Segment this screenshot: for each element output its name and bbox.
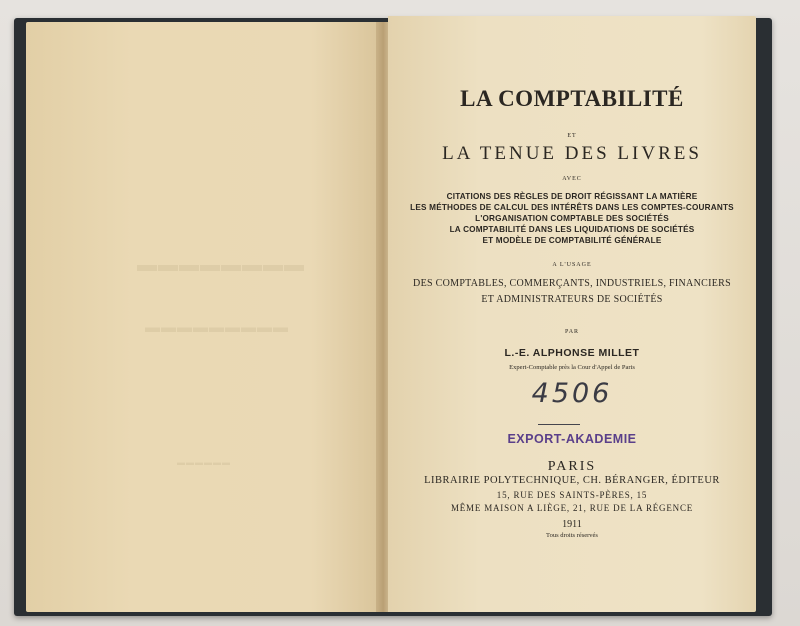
book-title: LA COMPTABILITÉ	[460, 86, 684, 111]
show-through-text: ▬▬▬▬▬▬▬▬▬	[144, 320, 288, 336]
contents-line: LA COMPTABILITÉ DANS LES LIQUIDATIONS DE SOCIÉTÉS	[449, 225, 695, 234]
publisher-name: LIBRAIRIE POLYTECHNIQUE, CH. BÉRANGER, ÉDITEUR	[424, 475, 720, 486]
show-through-text: ▬▬▬▬▬▬	[176, 458, 230, 467]
usage-label: A L'USAGE	[552, 262, 592, 268]
contents-line: L'ORGANISATION COMPTABLE DES SOCIÉTÉS	[475, 214, 669, 223]
contents-line: CITATIONS DES RÈGLES DE DROIT RÉGISSANT LA MATIÈRE	[446, 192, 698, 201]
publisher-address-liege: MÊME MAISON A LIÈGE, 21, RUE DE LA RÉGENCE	[450, 503, 694, 513]
avec-label: AVEC	[562, 176, 582, 182]
publication-year: 1911	[562, 519, 582, 530]
handwritten-underline	[538, 424, 580, 425]
publisher-address: 15, RUE DES SAINTS-PÈRES, 15	[496, 490, 648, 500]
handwritten-number: 4506	[531, 378, 613, 409]
conjunction: ET	[567, 133, 577, 139]
par-label: PAR	[564, 329, 580, 335]
title-page	[388, 16, 756, 612]
left-page	[26, 22, 382, 612]
author-role: Expert-Comptable près la Cour d'Appel de Paris	[509, 364, 635, 371]
author-name: L.-E. ALPHONSE MILLET	[504, 347, 640, 359]
contents-line: ET MODÈLE DE COMPTABILITÉ GÉNÉRALE	[482, 236, 662, 245]
audience-line: ET ADMINISTRATEURS DE SOCIÉTÉS	[481, 294, 663, 305]
show-through-text: ▬▬▬▬▬▬▬▬	[136, 254, 304, 276]
library-stamp: EXPORT-AKADEMIE	[507, 432, 637, 446]
audience-line: DES COMPTABLES, COMMERÇANTS, INDUSTRIELS, FINANCIERS	[413, 278, 731, 289]
contents-line: LES MÉTHODES DE CALCUL DES INTÉRÊTS DANS LES COMPTES-COURANTS	[410, 203, 734, 212]
publisher-city: PARIS	[547, 459, 597, 474]
book-subtitle: LA TENUE DES LIVRES	[442, 143, 702, 164]
rights-notice: Tous droits réservés	[546, 532, 598, 539]
